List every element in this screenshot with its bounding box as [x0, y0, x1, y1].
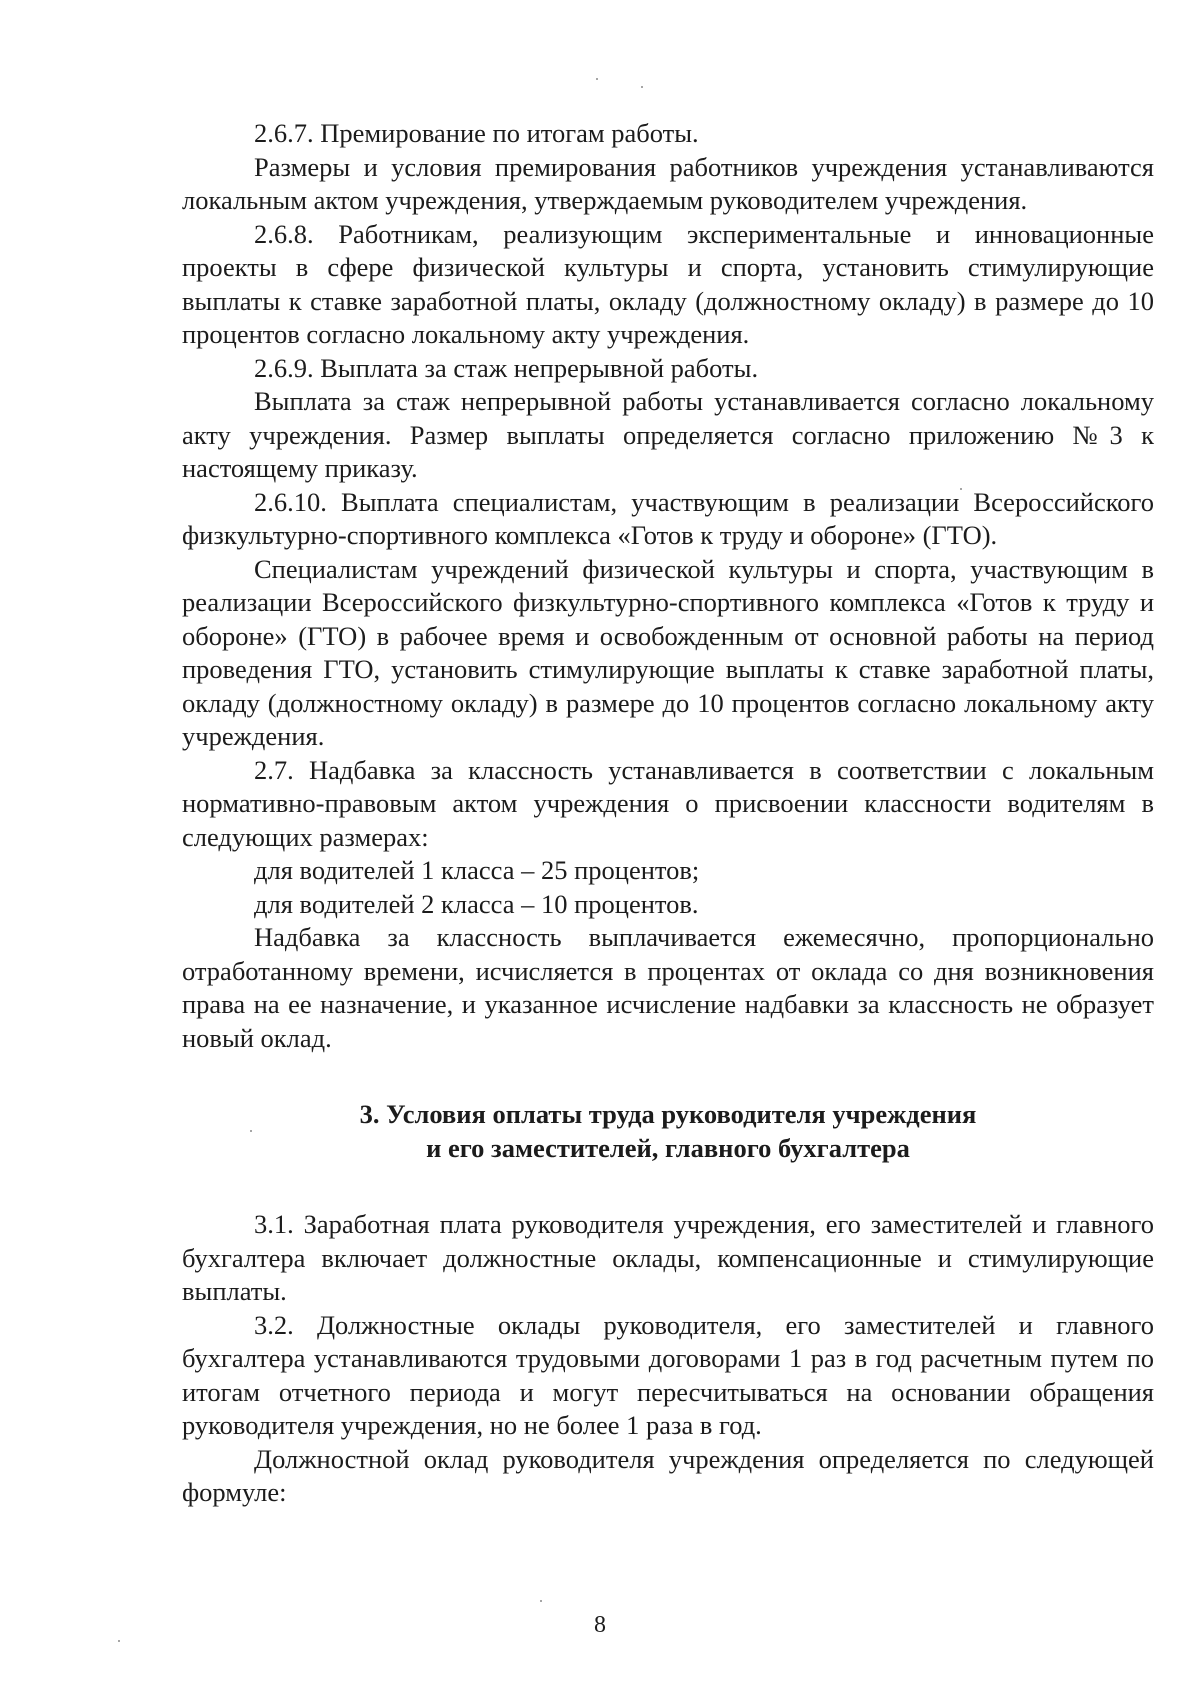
list-item: для водителей 1 класса – 25 процентов; [254, 855, 700, 885]
document-body [182, 117, 1154, 1510]
paragraph: 3.2. Должностные оклады руководителя, его заместителей и главного бухгалтера устанавливаются трудовыми договорами 1 раз в год расчетным путем по итогам отчетного периода и могут пересчитываться на основании обращения руководителя учреждения, но не более 1 раза в год. [182, 1309, 1154, 1440]
paragraph: 2.7. Надбавка за классность устанавливается в соответствии с локальным нормативно-правовым актом учреждения о присвоении классности водителям в следующих размерах: [182, 754, 1154, 852]
list-item: для водителей 2 класса – 10 процентов. [254, 888, 699, 919]
scan-speck [540, 1600, 542, 1602]
paragraph: Размеры и условия премирования работников учреждения устанавливаются локальным актом учреждения, утверждаемым руководителем учреждения. [182, 151, 1154, 215]
spacer [182, 1165, 1154, 1208]
paragraph: 2.6.8. Работникам, реализующим экспериментальные и инновационные проекты в сфере физической культуры и спорта, установить стимулирующие выплаты к ставке заработной платы, окладу (должностному окладу) в размере до 10 процентов согласно локальному акту учреждения. [182, 218, 1154, 349]
paragraph: 2.6.9. Выплата за стаж непрерывной работы. [254, 352, 759, 383]
paragraph: 2.6.7. Премирование по итогам работы. [254, 118, 699, 148]
paragraph: Выплата за стаж непрерывной работы устанавливается согласно локальному акту учреждения. Размер выплаты определяется согласно приложению №3 к настоящему приказу. [182, 386, 1154, 483]
page-number: 8 [594, 1612, 606, 1638]
paragraph: Специалистам учреждений физической культуры и спорта, участвующим в реализации Всероссийского физкультурно-спортивного комплекса «Готов к труду и обороне» (ГТО) в рабочее время и освобожденным от основной работы на период проведения ГТО, установить стимулирующие выплаты к ставке заработной платы, окладу (должностному окладу) в размере до 10 процентов согласно локальному акту учреждения. [182, 553, 1154, 751]
paragraph: 2.6.10. Выплата специалистам, участвующим в реализации Всероссийского физкультурно-спортивного комплекса «Готов к труду и обороне» (ГТО). [182, 486, 1154, 550]
spacer [182, 1055, 1154, 1098]
paragraph: Надбавка за классность выплачивается ежемесячно, пропорционально отработанному времени, исчисляется в процентах от оклада со дня возникновения права на ее назначение, и указанное исчисление надбавки за классность не образует новый оклад. [182, 922, 1154, 1053]
paragraph: Должностной оклад руководителя учреждения определяется по следующей формуле: [182, 1443, 1154, 1507]
section-heading-line-2: и его заместителей, главного бухгалтера [426, 1132, 910, 1163]
scan-speck [118, 1640, 120, 1642]
section-heading-line-1: 3. Условия оплаты труда руководителя учреждения [359, 1099, 977, 1129]
scan-speck [641, 86, 643, 88]
paragraph: 3.1. Заработная плата руководителя учреждения, его заместителей и главного бухгалтера включает должностные оклады, компенсационные и стимулирующие выплаты. [182, 1209, 1154, 1306]
scan-speck [596, 78, 598, 80]
